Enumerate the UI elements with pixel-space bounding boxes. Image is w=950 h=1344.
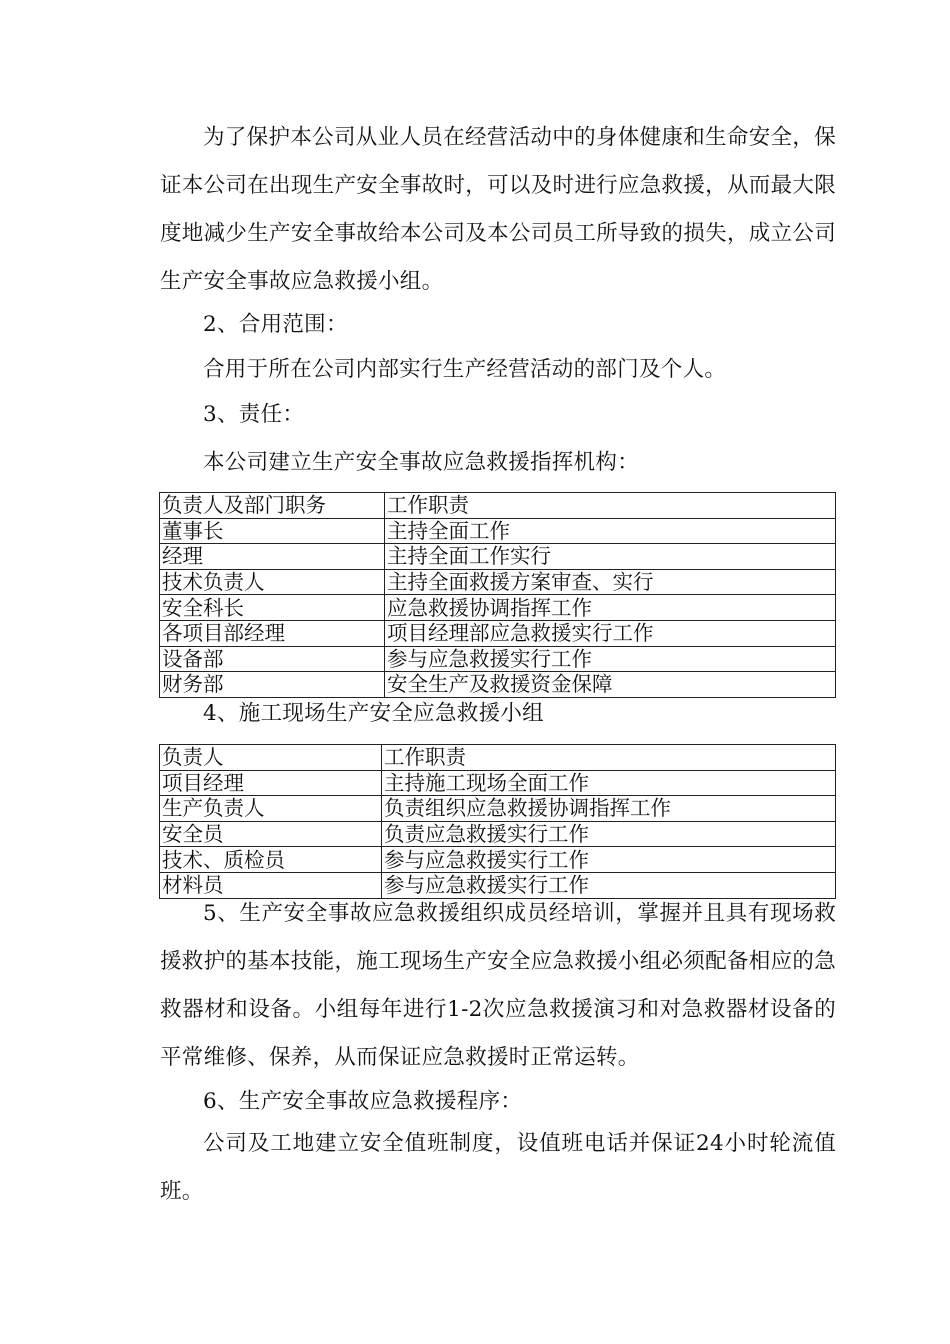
procedure-heading: 6、生产安全事故应急救援程序： (203, 1089, 523, 1114)
duty-cell: 参与应急救援实行工作 (382, 872, 836, 898)
table-row (160, 544, 836, 570)
duty-cell: 主持全面工作 (385, 518, 836, 544)
table-row (160, 847, 836, 873)
table-row (160, 796, 836, 822)
table-row (160, 569, 836, 595)
table-row (160, 672, 836, 698)
duty-cell: 负责应急救援实行工作 (382, 821, 836, 847)
header-cell-role: 负责人及部门职务 (160, 493, 385, 519)
scope-heading: 2、合用范围： (203, 312, 348, 337)
duty-cell: 主持全面工作实行 (385, 544, 836, 570)
duty-cell: 负责组织应急救援协调指挥工作 (382, 796, 836, 822)
role-cell: 各项目部经理 (160, 620, 385, 646)
header-cell-duty: 工作职责 (382, 745, 836, 771)
table-header-row (160, 493, 836, 519)
command-intro: 本公司建立生产安全事故应急救援指挥机构： (203, 450, 640, 475)
responsibility-heading: 3、责任： (203, 402, 305, 427)
role-cell: 材料员 (160, 872, 382, 898)
scope-text: 合用于所在公司内部实行生产经营活动的部门及个人。 (203, 357, 727, 382)
duty-cell: 主持施工现场全面工作 (382, 770, 836, 796)
table-row (160, 518, 836, 544)
role-cell: 设备部 (160, 646, 385, 672)
table-row (160, 620, 836, 646)
role-cell: 财务部 (160, 672, 385, 698)
site-team-table (159, 744, 836, 899)
duty-cell: 项目经理部应急救援实行工作 (385, 620, 836, 646)
role-cell: 安全科长 (160, 595, 385, 621)
duty-cell: 应急救援协调指挥工作 (385, 595, 836, 621)
procedure-paragraph: 公司及工地建立安全值班制度，设值班电话并保证24小时轮流值班。 (160, 1131, 836, 1204)
intro-paragraph: 为了保护本公司从业人员在经营活动中的身体健康和生命安全，保证本公司在出现生产安全事故时，可以及时进行应急救援，从而最大限度地减少生产安全事故给本公司及本公司员工所导致的损失，成立公司生产安全事故应急救援小组。 (160, 125, 836, 294)
header-cell-duty: 工作职责 (385, 493, 836, 519)
duty-cell: 参与应急救援实行工作 (385, 646, 836, 672)
site-team-heading: 4、施工现场生产安全应急救援小组 (203, 701, 544, 726)
role-cell: 技术负责人 (160, 569, 385, 595)
duty-cell: 参与应急救援实行工作 (382, 847, 836, 873)
table-row (160, 646, 836, 672)
role-cell: 经理 (160, 544, 385, 570)
training-paragraph: 5、生产安全事故应急救援组织成员经培训，掌握并且具有现场救援救护的基本技能，施工现场生产安全应急救援小组必须配备相应的急救器材和设备。小组每年进行1-2次应急救援演习和对急救器材设备的平常维修、保养，从而保证应急救援时正常运转。 (160, 901, 836, 1070)
command-table (159, 492, 836, 698)
header-cell-role: 负责人 (160, 745, 382, 771)
table-row (160, 821, 836, 847)
role-cell: 项目经理 (160, 770, 382, 796)
duty-cell: 主持全面救援方案审查、实行 (385, 569, 836, 595)
table-row (160, 595, 836, 621)
table-row (160, 770, 836, 796)
role-cell: 董事长 (160, 518, 385, 544)
role-cell: 生产负责人 (160, 796, 382, 822)
duty-cell: 安全生产及救援资金保障 (385, 672, 836, 698)
role-cell: 安全员 (160, 821, 382, 847)
role-cell: 技术、质检员 (160, 847, 382, 873)
table-header-row (160, 745, 836, 771)
